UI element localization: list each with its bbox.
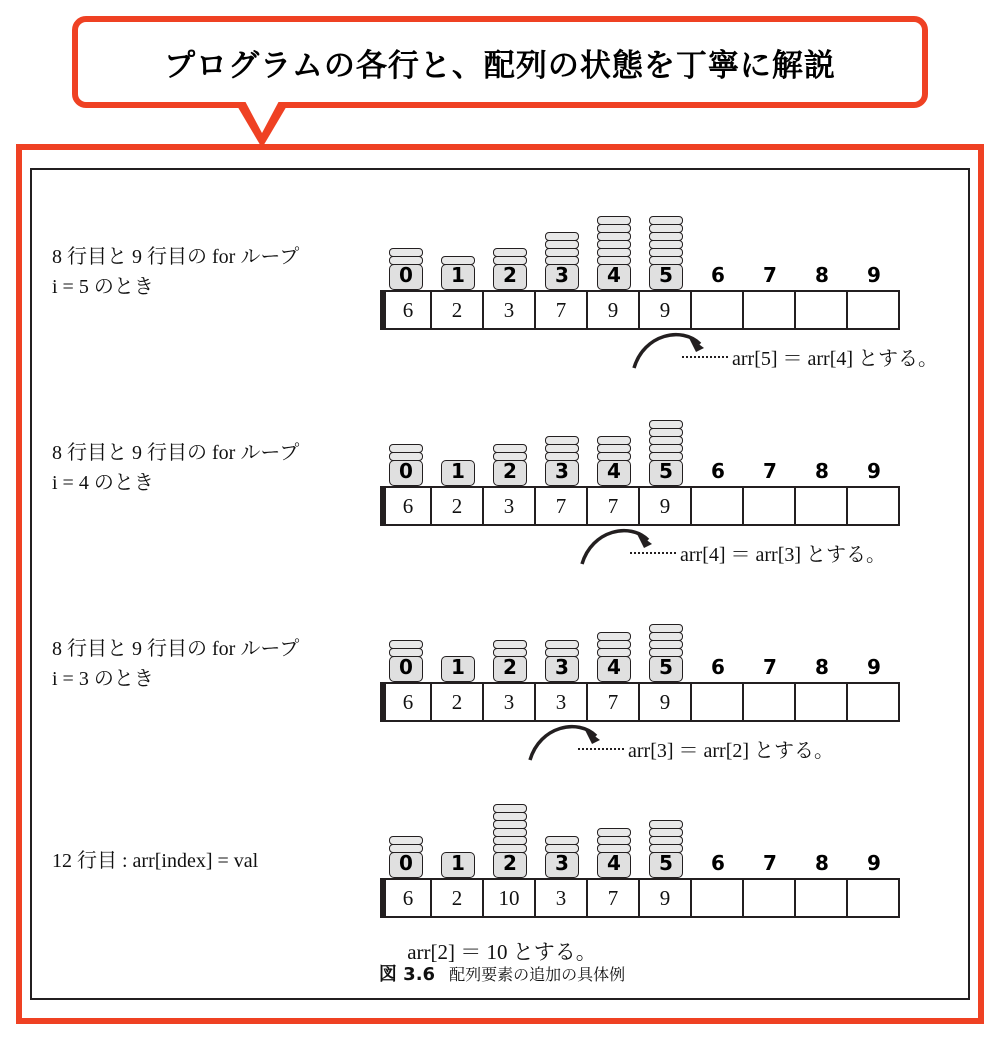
index-slot: 9 — [867, 851, 881, 875]
index-slot: 0 — [380, 384, 432, 484]
array-cell: 3 — [484, 682, 536, 722]
array-cell — [848, 486, 900, 526]
index-slot: 6 — [711, 655, 725, 679]
array-cell: 7 — [588, 486, 640, 526]
step-label-1 — [52, 242, 382, 302]
array-cell — [744, 682, 796, 722]
array-cell — [744, 486, 796, 526]
index-slot: 4 — [588, 188, 640, 288]
array-cell — [692, 682, 744, 722]
index-slot: 3 — [536, 188, 588, 288]
index-row-2 — [380, 384, 900, 484]
array-row-4 — [380, 878, 900, 918]
index-slot: 0 — [380, 188, 432, 288]
figure-caption-text: 配列要素の追加の具体例 — [449, 965, 626, 984]
index-row-4 — [380, 776, 900, 876]
array-cell — [796, 290, 848, 330]
step-label-2-line1: 8 行目と 9 行目の for ループ — [52, 442, 300, 464]
array-cell: 10 — [484, 878, 536, 918]
callout-banner — [72, 16, 928, 108]
index-row-1 — [380, 188, 900, 288]
annotation-1: arr[5] ＝ arr[4] とする。 — [732, 348, 939, 370]
index-slot: 6 — [711, 851, 725, 875]
array-cell: 2 — [432, 290, 484, 330]
array-row-1 — [380, 290, 900, 330]
array-cell: 6 — [380, 878, 432, 918]
step-label-1-line2: i = 5 のとき — [52, 276, 154, 298]
array-cell — [796, 486, 848, 526]
index-slot: 4 — [588, 776, 640, 876]
array-cell: 3 — [484, 486, 536, 526]
array-cell — [796, 878, 848, 918]
annotation-3: arr[3] ＝ arr[2] とする。 — [628, 740, 835, 762]
array-cell — [848, 290, 900, 330]
array-cell: 3 — [484, 290, 536, 330]
array-cell — [848, 878, 900, 918]
array-cell — [744, 290, 796, 330]
index-slot: 3 — [536, 384, 588, 484]
array-cell: 9 — [640, 682, 692, 722]
array-cell: 7 — [588, 682, 640, 722]
index-slot: 6 — [711, 459, 725, 483]
index-slot: 9 — [867, 263, 881, 287]
array-cell: 2 — [432, 486, 484, 526]
index-slot: 5 — [640, 188, 692, 288]
annotation-2: arr[4] ＝ arr[3] とする。 — [680, 544, 887, 566]
step-label-3 — [52, 634, 382, 694]
index-slot: 1 — [432, 188, 484, 288]
index-slot: 1 — [432, 384, 484, 484]
step-row-4 — [32, 758, 972, 964]
index-slot: 5 — [640, 580, 692, 680]
array-cell: 6 — [380, 682, 432, 722]
index-slot: 3 — [536, 776, 588, 876]
array-cell: 7 — [536, 290, 588, 330]
array-cell: 2 — [432, 682, 484, 722]
step-row-3 — [32, 562, 972, 762]
array-cell — [848, 682, 900, 722]
step-label-2-line2: i = 4 のとき — [52, 472, 154, 494]
index-slot: 6 — [711, 263, 725, 287]
index-slot: 5 — [640, 776, 692, 876]
index-slot: 8 — [815, 263, 829, 287]
index-slot: 8 — [815, 655, 829, 679]
index-slot: 0 — [380, 580, 432, 680]
array-cell: 2 — [432, 878, 484, 918]
index-slot: 3 — [536, 580, 588, 680]
index-slot: 9 — [867, 459, 881, 483]
array-cell: 9 — [640, 290, 692, 330]
annotation-leader — [682, 356, 728, 358]
array-cell — [744, 878, 796, 918]
callout-text: プログラムの各行と、配列の状態を丁寧に解説 — [164, 47, 836, 84]
index-slot: 5 — [640, 384, 692, 484]
index-slot: 4 — [588, 580, 640, 680]
array-cell: 7 — [536, 486, 588, 526]
array-cell — [692, 486, 744, 526]
step-label-2 — [52, 438, 382, 498]
step-row-1 — [32, 170, 972, 370]
array-row-3 — [380, 682, 900, 722]
index-slot: 9 — [867, 655, 881, 679]
index-slot: 4 — [588, 384, 640, 484]
annotation-4: arr[2] ＝ 10 とする。 — [407, 940, 597, 964]
array-cell: 7 — [588, 878, 640, 918]
array-row-2 — [380, 486, 900, 526]
figure-inner-frame — [30, 168, 970, 1000]
step-label-1-line1: 8 行目と 9 行目の for ループ — [52, 246, 300, 268]
step-label-4 — [52, 846, 382, 876]
array-cell — [692, 290, 744, 330]
index-slot: 8 — [815, 851, 829, 875]
index-slot: 1 — [432, 776, 484, 876]
index-slot: 7 — [763, 459, 777, 483]
index-slot: 1 — [432, 580, 484, 680]
index-slot: 7 — [763, 851, 777, 875]
array-cell: 6 — [380, 290, 432, 330]
index-slot: 0 — [380, 776, 432, 876]
array-cell: 3 — [536, 682, 588, 722]
index-slot: 2 — [484, 384, 536, 484]
array-cell: 9 — [640, 878, 692, 918]
index-slot: 2 — [484, 188, 536, 288]
step-label-3-line2: i = 3 のとき — [52, 668, 154, 690]
index-slot: 2 — [484, 580, 536, 680]
array-cell — [796, 682, 848, 722]
array-cell: 9 — [588, 290, 640, 330]
index-row-3 — [380, 580, 900, 680]
array-cell: 3 — [536, 878, 588, 918]
step-row-2 — [32, 366, 972, 566]
index-slot: 8 — [815, 459, 829, 483]
annotation-leader — [630, 552, 676, 554]
array-cell — [692, 878, 744, 918]
step-label-3-line1: 8 行目と 9 行目の for ループ — [52, 638, 300, 660]
index-slot: 7 — [763, 655, 777, 679]
index-slot: 2 — [484, 776, 536, 876]
array-cell: 6 — [380, 486, 432, 526]
figure-caption-number: 図 3.6 — [378, 964, 436, 985]
callout-arrow-icon — [244, 118, 284, 158]
figure-caption — [32, 960, 972, 986]
step-label-4-line1: 12 行目 : arr[index] = val — [52, 850, 259, 872]
annotation-leader — [578, 748, 624, 750]
array-cell: 9 — [640, 486, 692, 526]
index-slot: 7 — [763, 263, 777, 287]
